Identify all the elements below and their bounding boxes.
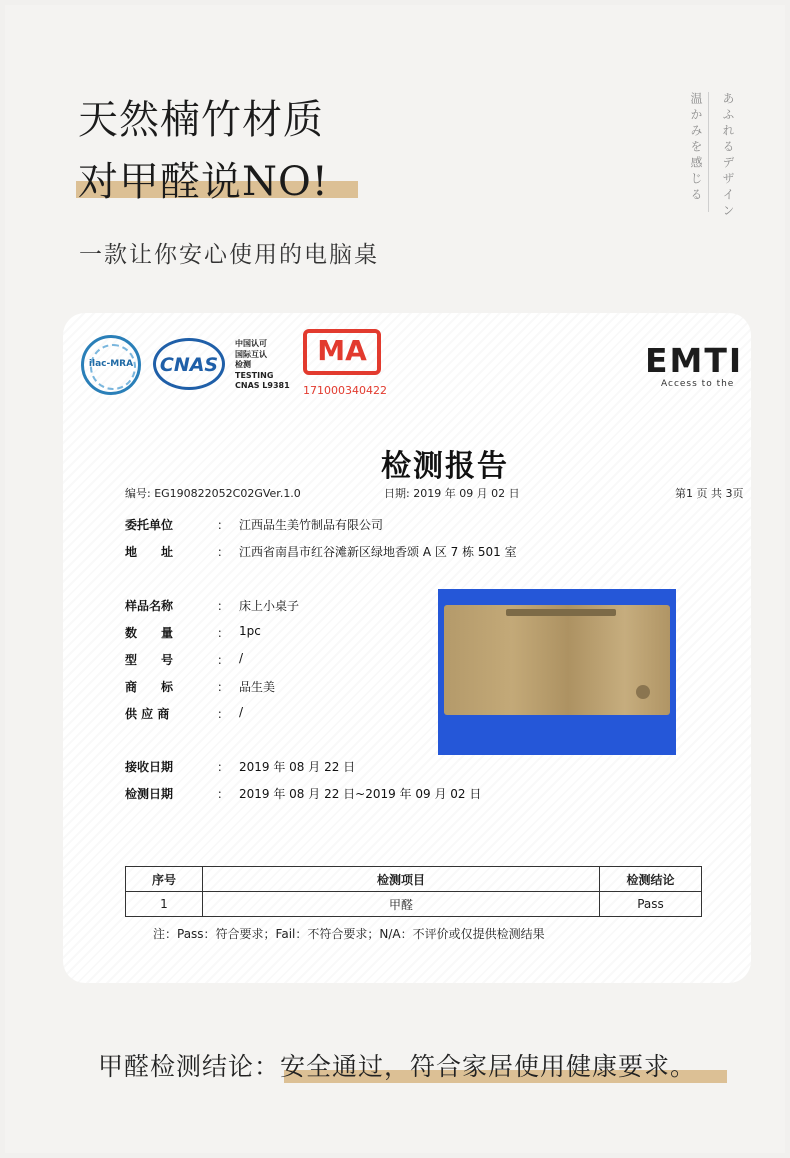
cup-holder xyxy=(636,685,650,699)
conclusion-text: 甲醛检测结论：安全通过，符合家居使用健康要求。 xyxy=(98,1052,697,1081)
field-label-test-date: 检测日期 xyxy=(125,787,174,801)
table-header-cell: 序号 xyxy=(126,867,203,892)
field-value-client: 江西品生美竹制品有限公司 xyxy=(239,518,384,532)
field-label-received-date: 接收日期 xyxy=(125,760,174,774)
field-label-trademark: 商 标 xyxy=(125,680,174,694)
table-header-cell: 检测项目 xyxy=(203,867,600,892)
field-colon: ： xyxy=(217,518,230,532)
cnas-line: 检测 xyxy=(235,360,251,369)
subtitle: 一款让你安心使用的电脑桌 xyxy=(79,242,379,268)
cnas-logo xyxy=(153,338,225,390)
table-header-cell: 检测结论 xyxy=(600,867,702,892)
cnas-line: 中国认可 xyxy=(235,339,267,348)
headline-line-2: 对甲醛说NO! xyxy=(78,159,329,205)
field-value-supplier: / xyxy=(239,705,244,719)
vertical-tagline-1: あふれるデザイン xyxy=(721,92,735,220)
cnas-line: TESTING xyxy=(235,370,274,380)
table-row xyxy=(126,892,702,917)
field-colon: ： xyxy=(217,545,230,559)
brand-tagline: Access to the xyxy=(661,379,735,389)
field-value-received-date: 2019 年 08 月 22 日 xyxy=(239,760,356,774)
cma-logo xyxy=(303,329,381,375)
field-colon: ： xyxy=(217,653,230,667)
cma-logo-text: MA xyxy=(317,334,367,367)
vertical-divider xyxy=(708,92,709,212)
field-value-model: / xyxy=(239,651,244,665)
ilac-mra-logo xyxy=(81,335,141,395)
tablet-slot xyxy=(506,609,616,616)
field-value-test-date: 2019 年 08 月 22 日~2019 年 09 月 02 日 xyxy=(239,787,482,801)
report-title: 检测报告 xyxy=(381,449,509,484)
field-value-trademark: 品生美 xyxy=(239,680,276,694)
field-colon: ： xyxy=(217,599,230,613)
table-header-row xyxy=(126,867,702,892)
table-note: 注：Pass：符合要求；Fail：不符合要求；N/A：不评价或仅提供检测结果 xyxy=(153,927,545,941)
field-colon: ： xyxy=(217,680,230,694)
field-value-quantity: 1pc xyxy=(239,624,261,638)
cnas-line: CNAS L9381 xyxy=(235,381,290,390)
cnas-logo-text: CNAS xyxy=(159,354,219,376)
table-cell: 1 xyxy=(126,892,203,917)
field-value-sample-name: 床上小桌子 xyxy=(239,599,300,613)
field-colon: ： xyxy=(217,707,230,721)
report-page: 第1 页 共 3页 xyxy=(675,487,744,500)
report-number: 编号: EG190822052C02GVer.1.0 xyxy=(125,487,301,500)
table-cell: Pass xyxy=(600,892,702,917)
ilac-logo-text: ilac-MRA xyxy=(88,359,134,369)
field-label-client: 委托单位 xyxy=(125,518,174,532)
test-report-card xyxy=(63,313,751,983)
sample-photo xyxy=(438,589,676,755)
table-cell: 甲醛 xyxy=(203,892,600,917)
vertical-tagline-2: 温かみを感じる xyxy=(689,92,703,204)
bamboo-desk-image xyxy=(444,605,670,715)
brand-logo: EMTI xyxy=(645,341,744,380)
cnas-accreditation-text xyxy=(235,339,290,392)
field-label-sample-name: 样品名称 xyxy=(125,599,174,613)
field-label-quantity: 数 量 xyxy=(125,626,174,640)
field-colon: ： xyxy=(217,626,230,640)
field-label-supplier: 供 应 商 xyxy=(125,707,170,721)
field-label-address: 地 址 xyxy=(125,545,174,559)
cnas-line: 国际互认 xyxy=(235,349,267,359)
report-date: 日期: 2019 年 09 月 02 日 xyxy=(384,487,520,500)
field-label-model: 型 号 xyxy=(125,653,174,667)
cma-number: 171000340422 xyxy=(303,384,387,397)
result-table xyxy=(125,866,702,917)
headline-line-1: 天然楠竹材质 xyxy=(78,97,324,143)
field-colon: ： xyxy=(217,760,230,774)
field-value-address: 江西省南昌市红谷滩新区绿地香颂 A 区 7 栋 501 室 xyxy=(239,545,517,559)
field-colon: ： xyxy=(217,787,230,801)
